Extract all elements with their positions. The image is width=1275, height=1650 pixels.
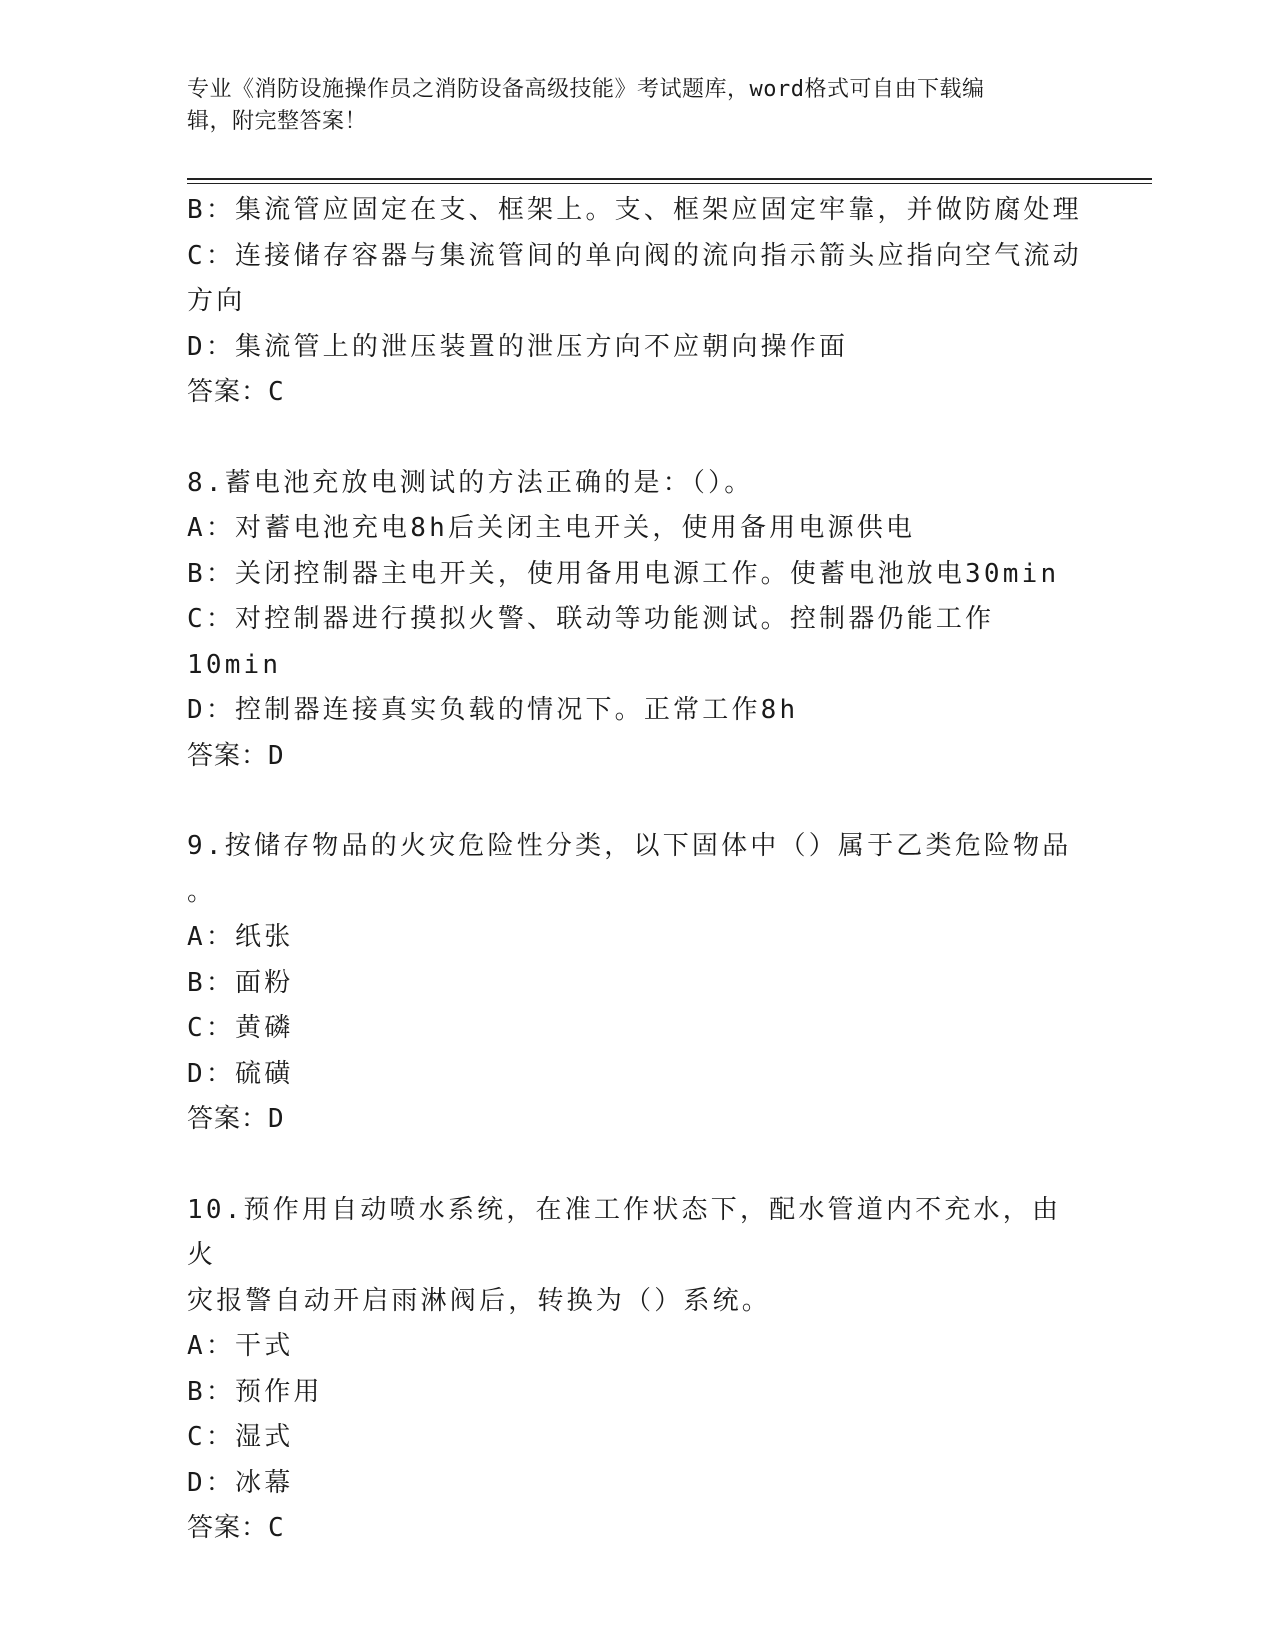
option-b: B：面粉 — [187, 967, 294, 998]
question-stem-line-1: 9.按储存物品的火灾危险性分类，以下固体中（）属于乙类危险物品 — [187, 831, 1072, 861]
option-b: B：预作用 — [187, 1376, 323, 1407]
question-block-9 — [187, 824, 1087, 1143]
spacer — [187, 416, 1087, 461]
spacer — [187, 779, 1087, 824]
option-a: A：干式 — [187, 1331, 294, 1361]
option-c-line-2: 方向 — [187, 286, 246, 316]
answer: 答案：C — [187, 1513, 285, 1543]
question-stem-line-2: 灾报警自动开启雨淋阀后，转换为（）系统。 — [187, 1285, 772, 1316]
option-d: D：冰幕 — [187, 1467, 294, 1498]
option-b: B：集流管应固定在支、框架上。支、框架应固定牢靠，并做防腐处理 — [187, 195, 1082, 225]
header-intro-line-2: 辑，附完整答案！ — [187, 109, 368, 134]
header-divider-thin — [187, 183, 1152, 184]
question-block-10 — [187, 1188, 1087, 1552]
question-stem: 8.蓄电池充放电测试的方法正确的是：（）。 — [187, 467, 754, 498]
question-stem-line-2: 。 — [187, 876, 217, 907]
option-c: C：黄磷 — [187, 1013, 294, 1043]
option-c-line-1: C：连接储存容器与集流管间的单向阀的流向指示箭头应指向空气流动 — [187, 240, 1082, 271]
option-b: B：关闭控制器主电开关，使用备用电源工作。使蓄电池放电30min — [187, 558, 1060, 589]
header-intro-line-1: 专业《消防设施操作员之消防设备高级技能》考试题库，word格式可自由下载编 — [187, 77, 985, 102]
option-c: C：对控制器进行摸拟火警、联动等功能测试。控制器仍能工作10min — [187, 604, 995, 680]
option-d: D：集流管上的泄压装置的泄压方向不应朝向操作面 — [187, 331, 849, 362]
option-a: A：对蓄电池充电8h后关闭主电开关，使用备用电源供电 — [187, 513, 916, 543]
spacer — [187, 1143, 1087, 1188]
answer: 答案：D — [187, 1104, 285, 1134]
option-d: D：硫磺 — [187, 1058, 294, 1089]
option-c: C：湿式 — [187, 1422, 294, 1452]
option-d: D：控制器连接真实负载的情况下。正常工作8h — [187, 695, 799, 725]
question-content — [187, 188, 1087, 1552]
document-header — [187, 74, 1067, 138]
answer: 答案：D — [187, 740, 285, 771]
question-stem-line-1: 10.预作用自动喷水系统，在准工作状态下，配水管道内不充水，由火 — [187, 1194, 1062, 1270]
answer: 答案：C — [187, 377, 285, 407]
header-divider-thick — [187, 178, 1152, 180]
option-a: A：纸张 — [187, 922, 294, 952]
question-block-8 — [187, 461, 1087, 780]
question-block-previous — [187, 188, 1087, 416]
